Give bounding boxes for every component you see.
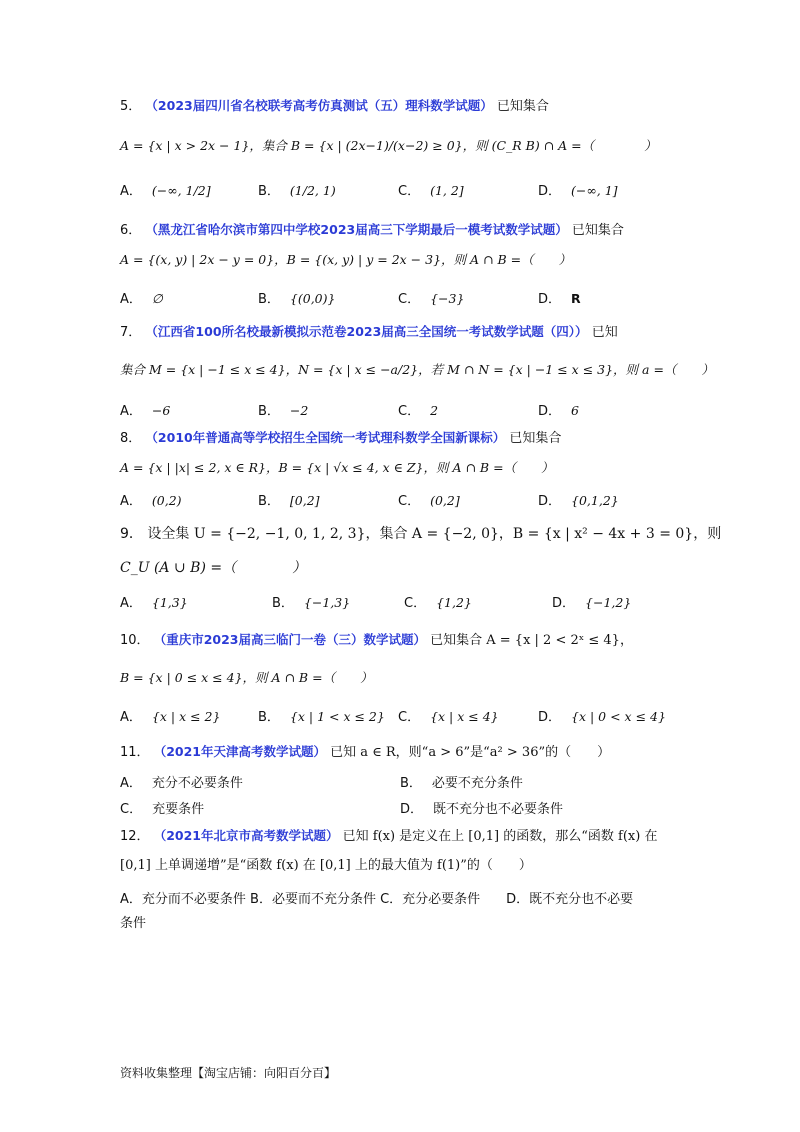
- question-lead: 已知集合: [496, 99, 549, 114]
- option-a: A． −6: [120, 403, 171, 419]
- option-a: A． (−∞, 1/2]: [120, 183, 211, 199]
- question-8-statement: A = {x | |x| ≤ 2, x ∈ R}，B = {x | √x ≤ 4, x ∈ Z}，则 A ∩ B =（ ）: [120, 460, 554, 475]
- question-number: 6．: [120, 223, 142, 238]
- question-11: [120, 742, 690, 763]
- question-12: [120, 826, 690, 847]
- option-d: D． 既不充分也不必要条件: [400, 802, 564, 817]
- option-a: A． (0,2): [120, 493, 182, 509]
- option-c: C． {−3}: [398, 291, 465, 307]
- question-number: 5．: [120, 99, 142, 114]
- question-lead: 已知: [591, 325, 618, 340]
- option-c: C． 2: [398, 403, 439, 419]
- option-a: A． ∅: [120, 291, 163, 307]
- question-5-statement: A = {x | x > 2x − 1}，集合 B = {x | (2x−1)/(x−2) ≥ 0}，则 (C_R B) ∩ A =（ ）: [120, 138, 657, 153]
- option-b: B． (1/2, 1): [258, 183, 336, 199]
- question-source: （2010年普通高等学校招生全国统一考试理科数学全国新课标）: [145, 430, 506, 445]
- option-a: A． {1,3}: [120, 595, 188, 611]
- option-c: C． 充要条件: [120, 802, 205, 817]
- question-lead: 已知集合: [509, 431, 562, 446]
- question-source: （重庆市2023届高三临门一卷（三）数学试题）: [153, 632, 426, 647]
- question-source: （2021年天津高考数学试题）: [153, 744, 326, 759]
- question-10-statement: B = {x | 0 ≤ x ≤ 4}，则 A ∩ B =（ ）: [120, 670, 373, 685]
- question-10: [120, 630, 690, 651]
- question-9-statement: C_U (A ∪ B) =（ ）: [120, 560, 307, 576]
- question-12-statement: [0,1] 上单调递增”是“函数 f(x) 在 [0,1] 上的最大值为 f(1)”的（ ）: [120, 858, 532, 873]
- question-lead: 已知 f(x) 是定义在上 [0,1] 的函数，那么“函数 f(x) 在: [342, 829, 658, 844]
- option-d: D． (−∞, 1]: [538, 183, 618, 199]
- question-12-options-continued: 条件: [120, 916, 147, 931]
- question-lead: 已知集合 A = {x | 2 < 2ˣ ≤ 4}，: [430, 633, 633, 648]
- question-6: [120, 220, 690, 241]
- question-12-options: A．充分而不必要条件 B．必要而不充分条件 C．充分必要条件 D．既不充分也不必要: [120, 892, 634, 907]
- question-lead: 已知集合: [571, 223, 624, 238]
- question-5: [120, 96, 690, 117]
- option-b: B． [0,2]: [258, 493, 320, 509]
- question-7-statement: 集合 M = {x | −1 ≤ x ≤ 4}，N = {x | x ≤ −a/2}，若 M ∩ N = {x | −1 ≤ x ≤ 3}，则 a =（ ）: [120, 362, 714, 377]
- option-d: D． {0,1,2}: [538, 493, 619, 509]
- question-7: [120, 322, 690, 343]
- question-lead: 已知 a ∈ R，则“a > 6”是“a² > 36”的（ ）: [330, 745, 611, 760]
- option-a: A． {x | x ≤ 2}: [120, 709, 221, 725]
- question-number: 7．: [120, 325, 142, 340]
- option-b: B． {−1,3}: [272, 595, 351, 611]
- question-lead: 设全集 U = {−2, −1, 0, 1, 2, 3}，集合 A = {−2, 0}，B = {x | x² − 4x + 3 = 0}，则: [147, 526, 722, 542]
- option-b: B． {(0,0)}: [258, 291, 336, 307]
- question-number: 11．: [120, 745, 150, 760]
- option-c: C． (1, 2]: [398, 183, 464, 199]
- option-d: D． {x | 0 < x ≤ 4}: [538, 709, 666, 725]
- option-b: B． −2: [258, 403, 309, 419]
- question-9: [120, 524, 722, 544]
- question-8: [120, 428, 690, 449]
- option-c: C． (0,2]: [398, 493, 460, 509]
- footer-source: 资料收集整理【淘宝店铺：向阳百分百】: [120, 1066, 337, 1080]
- option-d: D． {−1,2}: [552, 595, 632, 611]
- question-source: （黑龙江省哈尔滨市第四中学校2023届高三下学期最后一模考试数学试题）: [145, 222, 568, 237]
- option-a: A． 充分不必要条件: [120, 776, 243, 791]
- question-number: 8．: [120, 431, 142, 446]
- question-number: 12．: [120, 829, 150, 844]
- question-6-statement: A = {(x, y) | 2x − y = 0}，B = {(x, y) | y = 2x − 3}，则 A ∩ B =（ ）: [120, 252, 572, 267]
- question-source: （2023届四川省名校联考高考仿真测试（五）理科数学试题）: [145, 98, 493, 113]
- option-b: B． 必要不充分条件: [400, 776, 523, 791]
- option-c: C． {1,2}: [404, 595, 472, 611]
- question-number: 9．: [120, 526, 143, 542]
- option-b: B． {x | 1 < x ≤ 2}: [258, 709, 385, 725]
- question-source: （江西省100所名校最新模拟示范卷2023届高三全国统一考试数学试题（四））: [145, 324, 588, 339]
- option-d: D． R: [538, 291, 581, 307]
- option-c: C． {x | x ≤ 4}: [398, 709, 499, 725]
- option-d: D． 6: [538, 403, 579, 419]
- question-source: （2021年北京市高考数学试题）: [153, 828, 339, 843]
- question-number: 10．: [120, 633, 150, 648]
